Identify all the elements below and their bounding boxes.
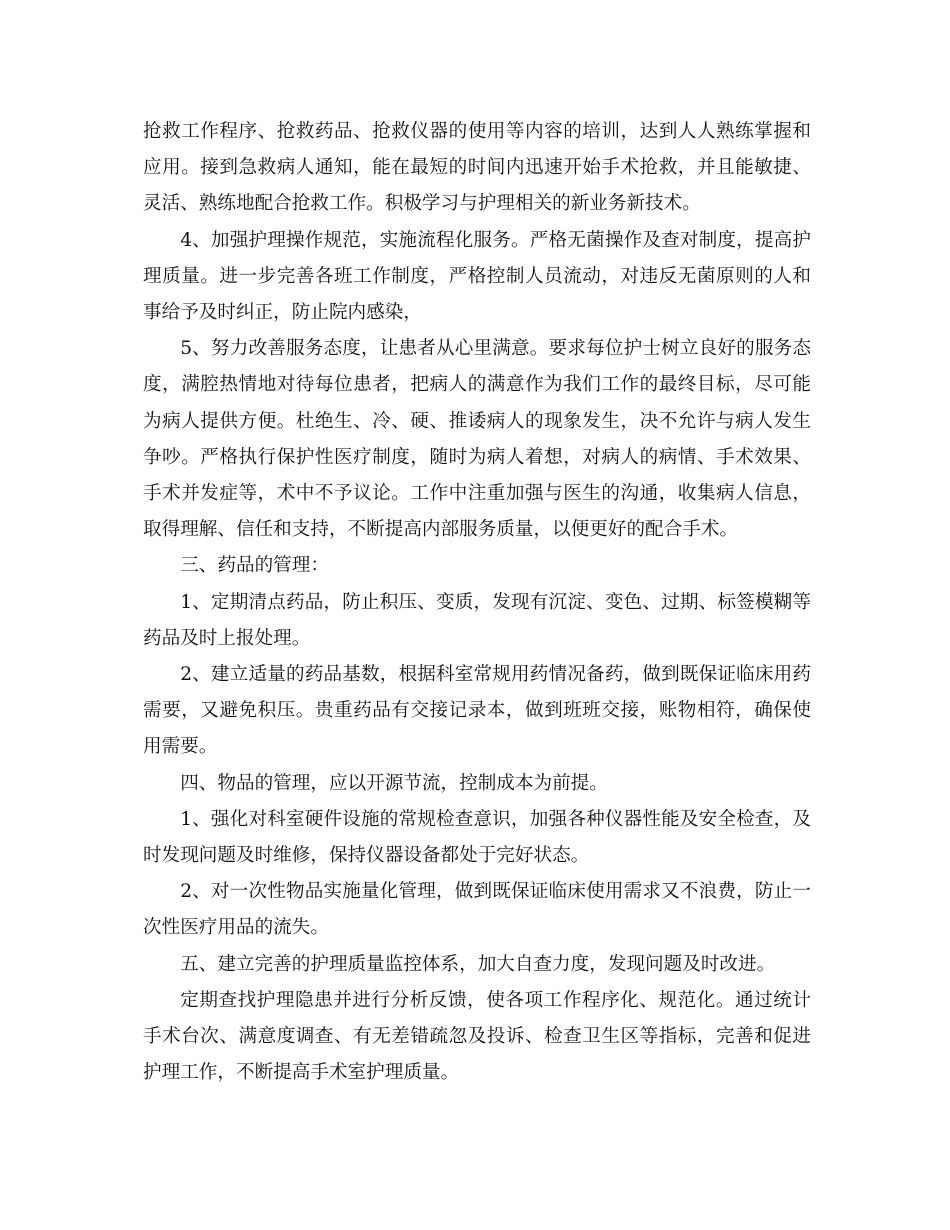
paragraph-drug-item-2: 2、建立适量的药品基数，根据科室常规用药情况备药，做到既保证临床用药需要，又避免积压。贵重药品有交接记录本，做到班班交接，账物相符，确保使用需要。	[143, 664, 811, 758]
section-heading-supplies-management: 四、物品的管理，应以开源节流，控制成本为前提。	[180, 772, 608, 794]
section-heading-quality-monitoring: 五、建立完善的护理质量监控体系，加大自查力度，发现问题及时改进。	[180, 953, 776, 975]
section-heading-drug-management: 三、药品的管理：	[180, 555, 329, 577]
paragraph-supplies-item-2: 2、对一次性物品实施量化管理，做到既保证临床使用需求又不浪费，防止一次性医疗用品的流失。	[143, 881, 811, 939]
paragraph-item-5: 5、努力改善服务态度，让患者从心里满意。要求每位护士树立良好的服务态度，满腔热情地对待每位患者，把病人的满意作为我们工作的最终目标，尽可能为病人提供方便。杜绝生、冷、硬、推诿病人的现象发生，决不允许与病人发生争吵。严格执行保护性医疗制度，随时为病人着想，对病人的病情、手术效果、手术并发症等，术中不予议论。工作中注重加强与医生的沟通，收集病人信息，取得理解、信任和支持，不断提高内部服务质量，以便更好的配合手术。	[143, 338, 811, 541]
paragraph-drug-item-1: 1、定期清点药品，防止积压、变质，发现有沉淀、变色、过期、标签模糊等药品及时上报处理。	[143, 591, 811, 649]
paragraph-supplies-item-1: 1、强化对科室硬件设施的常规检查意识，加强各种仪器性能及安全检查，及时发现问题及时维修，保持仪器设备都处于完好状态。	[143, 808, 811, 867]
paragraph-quality-monitoring: 定期查找护理隐患并进行分析反馈，使各项工作程序化、规范化。通过统计手术台次、满意度调查、有无差错疏忽及投诉、检查卫生区等指标，完善和促进护理工作，不断提高手术室护理质量。	[143, 989, 811, 1084]
document-body	[143, 114, 811, 1091]
paragraph-item-4: 4、加强护理操作规范，实施流程化服务。严格无菌操作及查对制度，提高护理质量。进一步完善各班工作制度，严格控制人员流动，对违反无菌原则的人和事给予及时纠正，防止院内感染，	[143, 229, 811, 324]
paragraph-continuation: 抢救工作程序、抢救药品、抢救仪器的使用等内容的培训，达到人人熟练掌握和应用。接到急救病人通知，能在最短的时间内迅速开始手术抢救，并且能敏捷、灵活、熟练地配合抢救工作。积极学习与护理相关的新业务新技术。	[143, 121, 811, 215]
